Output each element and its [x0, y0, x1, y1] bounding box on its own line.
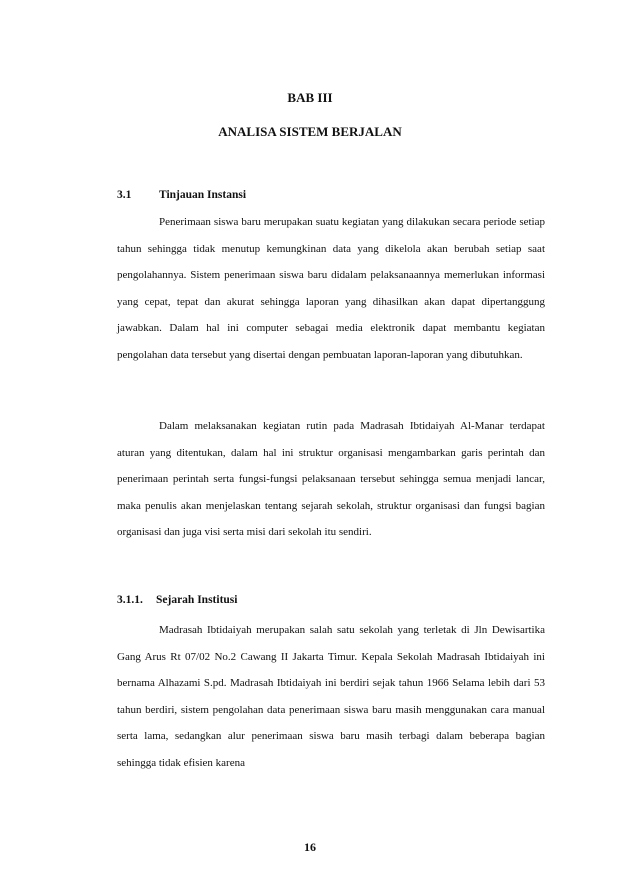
section-heading-3-1-1	[117, 594, 237, 606]
section-number: 3.1	[117, 189, 132, 201]
paragraph-kegiatan-rutin: Dalam melaksanakan kegiatan rutin pada Madrasah Ibtidaiyah Al-Manar terdapat aturan yang ditentukan, dalam hal ini struktur organisasi mengambarkan garis perintah dan penerimaan perintah serta fungsi-fungsi pelaksanaan tersebut sehingga semua menjadi lancar, maka penulis akan menjelaskan tentang sejarah sekolah, struktur organisasi dan fungsi bagian organisasi dan juga visi serta misi dari sekolah itu sendiri.	[117, 420, 545, 539]
chapter-title: ANALISA SISTEM BERJALAN	[218, 124, 402, 139]
chapter-number: BAB III	[287, 90, 333, 105]
section-title: Sejarah Institusi	[156, 594, 238, 606]
section-heading-3-1	[117, 189, 246, 201]
page-number: 16	[304, 840, 316, 854]
section-title: Tinjauan Instansi	[159, 189, 247, 201]
paragraph-penerimaan: Penerimaan siswa baru merupakan suatu kegiatan yang dilakukan secara periode setiap tahun sehingga tidak menutup kemungkinan data yang dikelola akan berubah setiap saat pengolahannya. Sistem penerimaan siswa baru didalam pelaksanaannya memerlukan informasi yang cepat, tepat dan akurat sehingga laporan yang dihasilkan akan dapat dipertanggung jawabkan. Dalam hal ini computer sebagai media elektronik dapat membantu kegiatan pengolahan data tersebut yang disertai dengan pembuatan laporan-laporan yang dibutuhkan.	[117, 216, 545, 361]
paragraph-sejarah: Madrasah Ibtidaiyah merupakan salah satu sekolah yang terletak di Jln Dewisartika Gang Arus Rt 07/02 No.2 Cawang II Jakarta Timur. Kepala Sekolah Madrasah Ibtidaiyah ini bernama Alhazami S.pd. Madrasah Ibtidaiyah ini berdiri sejak tahun 1966 Selama lebih dari 53 tahun berdiri, sistem pengolahan data penerimaan siswa baru masih menggunakan cara manual serta lama, sedangkan alur penerimaan siswa baru masih terbagi dalam beberapa bagian sehingga tidak efisien karena	[117, 624, 545, 769]
section-number: 3.1.1.	[117, 594, 143, 606]
